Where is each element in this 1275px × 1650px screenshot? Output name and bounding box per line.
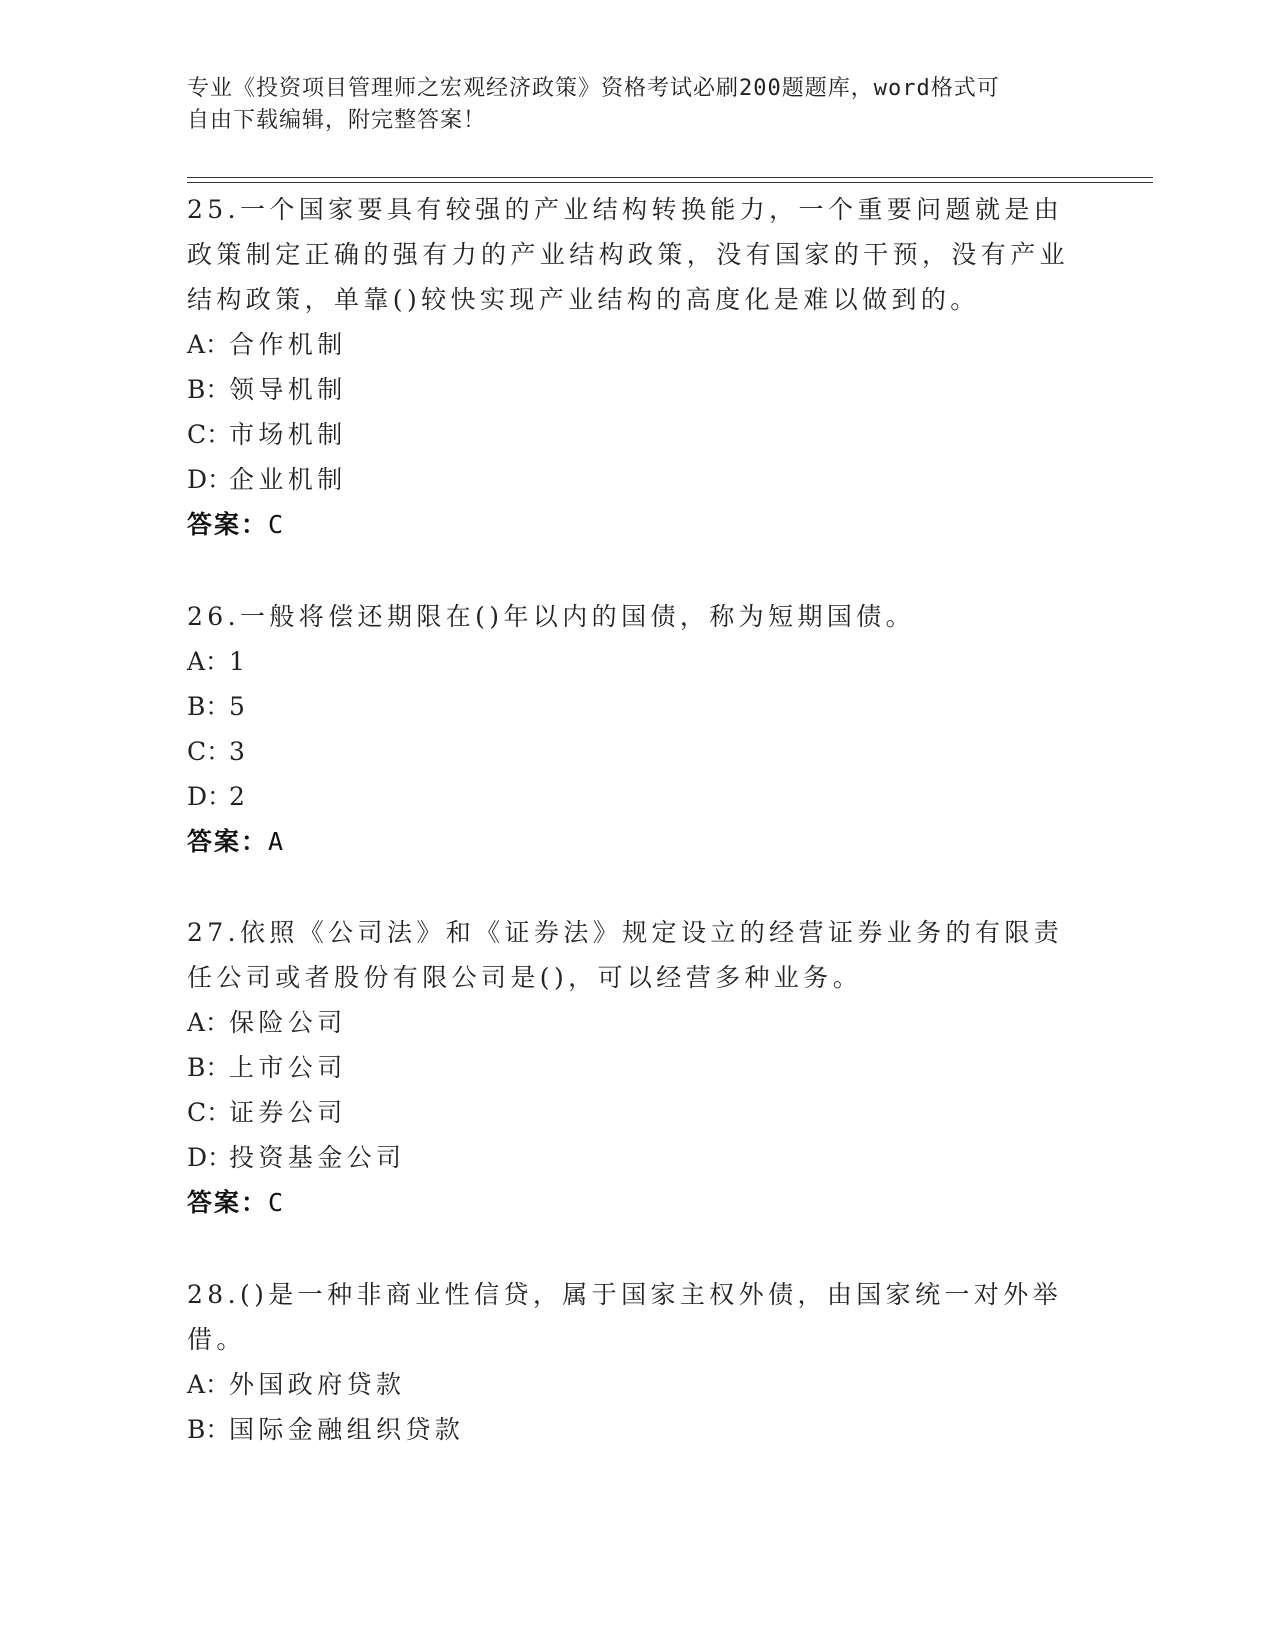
option-text: 市场机制 <box>229 420 347 449</box>
option-letter: B： <box>187 375 231 404</box>
answer-line <box>187 1180 1087 1225</box>
option-b <box>187 684 1087 729</box>
option-d <box>187 774 1087 819</box>
option-text: 5 <box>229 692 250 721</box>
option-a <box>187 639 1087 684</box>
option-text: 2 <box>229 782 250 811</box>
answer-value: A <box>268 827 286 856</box>
answer-label: 答案： <box>187 827 269 856</box>
option-text: 保险公司 <box>229 1008 347 1037</box>
option-b <box>187 1045 1087 1090</box>
answer-line <box>187 819 1087 864</box>
option-c <box>187 412 1087 457</box>
answer-value: C <box>268 510 286 539</box>
option-letter: C： <box>187 1098 232 1127</box>
option-d <box>187 457 1087 502</box>
option-letter: B： <box>187 692 231 721</box>
header-divider-top <box>187 177 1153 178</box>
question-stem: 26.一般将偿还期限在()年以内的国债，称为短期国债。 <box>187 602 916 631</box>
option-letter: C： <box>187 420 232 449</box>
option-c <box>187 729 1087 774</box>
option-letter: A： <box>187 647 231 676</box>
option-text: 上市公司 <box>229 1053 347 1082</box>
question-stem: 25.一个国家要具有较强的产业结构转换能力，一个重要问题就是由政策制定正确的强有力的产业结构政策，没有国家的干预，没有产业结构政策，单靠()较快实现产业结构的高度化是难以做到的。 <box>187 195 1070 314</box>
option-text: 国际金融组织贷款 <box>229 1415 465 1444</box>
header-line-2: 自由下载编辑，附完整答案！ <box>187 108 487 133</box>
option-text: 企业机制 <box>229 465 347 494</box>
option-d <box>187 1135 1087 1180</box>
question-stem: 27.依照《公司法》和《证券法》规定设立的经营证券业务的有限责任公司或者股份有限公司是()，可以经营多种业务。 <box>187 918 1064 992</box>
answer-line <box>187 502 1087 547</box>
option-b <box>187 1407 1087 1452</box>
document-header <box>187 73 1067 137</box>
question-28 <box>187 1272 1087 1452</box>
header-line-1: 专业《投资项目管理师之宏观经济政策》资格考试必刷200题题库，word格式可 <box>187 76 1000 101</box>
option-letter: D： <box>187 465 233 494</box>
option-text: 合作机制 <box>229 330 347 359</box>
option-text: 投资基金公司 <box>229 1143 406 1172</box>
option-letter: B： <box>187 1415 231 1444</box>
answer-label: 答案： <box>187 1188 269 1217</box>
option-a <box>187 1000 1087 1045</box>
option-c <box>187 1090 1087 1135</box>
question-26 <box>187 594 1087 864</box>
option-letter: A： <box>187 1370 231 1399</box>
option-text: 证券公司 <box>229 1098 347 1127</box>
question-stem: 28.()是一种非商业性信贷，属于国家主权外债，由国家统一对外举借。 <box>187 1280 1063 1354</box>
header-divider-bottom <box>187 182 1153 183</box>
answer-label: 答案： <box>187 510 269 539</box>
option-b <box>187 367 1087 412</box>
question-27 <box>187 910 1087 1225</box>
option-text: 1 <box>229 647 250 676</box>
option-text: 领导机制 <box>229 375 347 404</box>
option-letter: A： <box>187 330 231 359</box>
answer-value: C <box>268 1188 286 1217</box>
option-text: 外国政府贷款 <box>229 1370 406 1399</box>
option-letter: D： <box>187 1143 233 1172</box>
option-text: 3 <box>229 737 250 766</box>
option-a <box>187 322 1087 367</box>
option-letter: D： <box>187 782 233 811</box>
option-letter: A： <box>187 1008 231 1037</box>
option-a <box>187 1362 1087 1407</box>
option-letter: C： <box>187 737 232 766</box>
option-letter: B： <box>187 1053 231 1082</box>
question-25 <box>187 187 1087 547</box>
